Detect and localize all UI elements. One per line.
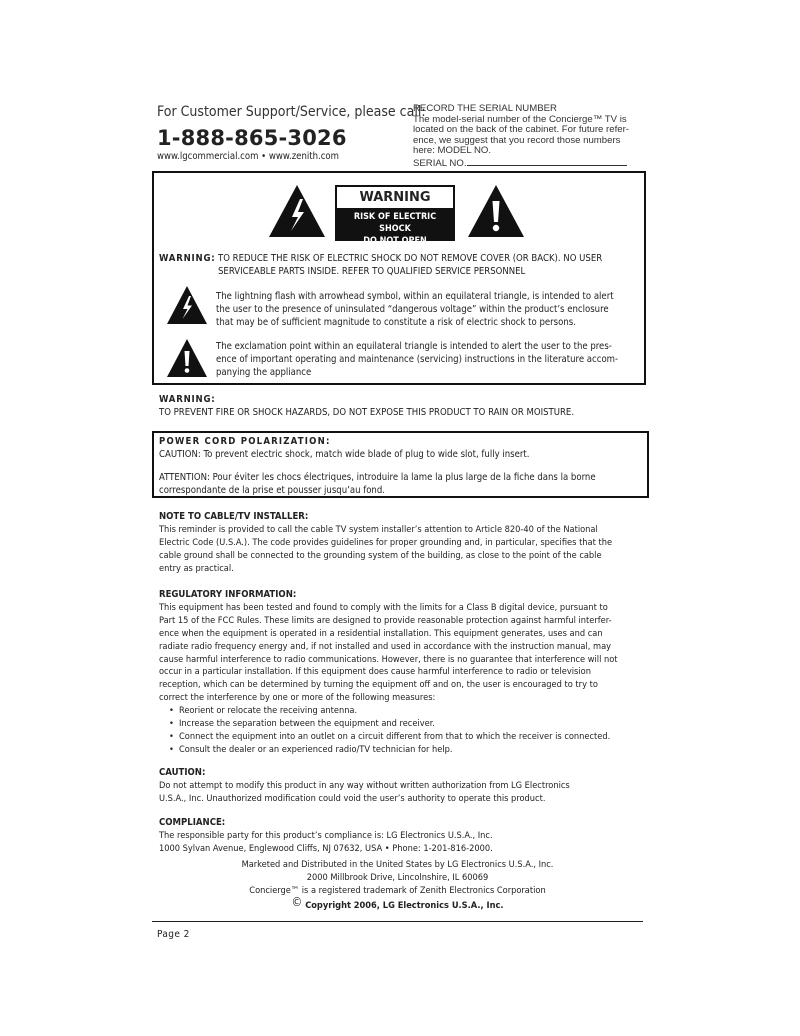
distribution-info (152, 859, 643, 913)
copyright-symbol: © (291, 894, 303, 909)
cable-note-line: This reminder is provided to call the cable TV system installer’s attention to Article 820-40 of the National (159, 523, 598, 535)
regulatory-line: reception, which can be determined by turning the equipment off and on, the user is encouraged to try to (159, 679, 598, 691)
exclamation-explanation-line: ence of important operating and maintenance (servicing) instructions in the literature accom- (216, 354, 619, 365)
modification-caution (159, 767, 643, 806)
compliance-line-1: The responsible party for this product’s compliance is: LG Electronics U.S.A., Inc. (159, 829, 493, 841)
support-phone-number: 1-888-865-3026 (157, 126, 347, 150)
list-item: • Reorient or relocate the receiving antenna. (167, 705, 643, 718)
shock-warning-line-1: TO REDUCE THE RISK OF ELECTRIC SHOCK DO NOT REMOVE COVER (OR BACK). NO USER (218, 253, 603, 264)
regulatory-line: cause harmful interference to radio communications. However, there is no guarantee that interference will not (159, 653, 618, 665)
page-number: Page 2 (157, 929, 190, 940)
regulatory-line: ence when the equipment is operated in a residential installation. This equipment generates, uses and can (159, 627, 603, 639)
serial-line-1: RECORD THE SERIAL NUMBER (413, 103, 557, 114)
warning-label-subtitle (337, 208, 453, 246)
lightning-warning-icon (267, 183, 327, 239)
support-website-links: www.lgcommercial.com • www.zenith.com (157, 151, 339, 162)
footer-divider (152, 921, 643, 922)
regulatory-line: correct the interference by one or more of the following measures: (159, 692, 436, 704)
regulatory-head: REGULATORY INFORMATION: (159, 589, 297, 600)
lightning-explanation-line: The lightning flash with arrowhead symbol, within an equilateral triangle, is intended to alert (216, 291, 614, 302)
cable-installer-note (159, 511, 643, 576)
caution-line-2: U.S.A., Inc. Unauthorized modification could void the user’s authority to operate this product. (159, 792, 546, 804)
lightning-explanation-line: that may be of sufficient magnitude to constitute a risk of electric shock to persons. (216, 317, 576, 328)
shock-warning-statement (159, 252, 639, 278)
exclamation-warning-icon (466, 183, 526, 239)
exclamation-small-icon (166, 338, 208, 378)
cable-note-line: entry as practical. (159, 562, 234, 574)
trademark-line: Concierge™ is a registered trademark of Zenith Electronics Corporation (249, 884, 546, 896)
serial-line-5: here: MODEL NO. (413, 145, 492, 157)
polarization-attention-line-2: correspondante de la prise et pousser jusqu’au fond. (159, 485, 385, 496)
lightning-symbol-explanation (216, 290, 644, 329)
support-label: For Customer Support/Service, please call: (157, 104, 426, 120)
regulatory-line: This equipment has been tested and found to comply with the limits for a Class B digital device, pursuant to (159, 601, 608, 613)
regulatory-information (159, 589, 643, 757)
warning-label-line-2: DO NOT OPEN (363, 236, 427, 246)
compliance-section (159, 817, 643, 856)
list-item: • Increase the separation between the equipment and receiver. (167, 718, 643, 731)
warning-label-title: WARNING (359, 190, 431, 205)
compliance-line-2: 1000 Sylvan Avenue, Englewood Cliffs, NJ 07632, USA • Phone: 1-201-816-2000. (159, 842, 493, 854)
exclamation-symbol-explanation (216, 340, 644, 379)
fire-warning-section (159, 393, 639, 419)
regulatory-line: radiate radio frequency energy and, if not installed and used in accordance with the instruction manual, may (159, 640, 612, 652)
fire-warning-head: WARNING: (159, 394, 216, 405)
polarization-head: POWER CORD POLARIZATION: (159, 436, 331, 447)
cable-note-line: Electric Code (U.S.A.). The code provides guidelines for proper grounding and, in particular, specifies that the (159, 536, 613, 548)
list-item: • Connect the equipment into an outlet on a circuit different from that to which the receiver is connected. (167, 731, 643, 744)
warning-label-line-1: RISK OF ELECTRIC SHOCK (353, 212, 437, 234)
shock-warning-head: WARNING: (159, 253, 216, 264)
polarization-caution: CAUTION: To prevent electric shock, match wide blade of plug to wide slot, fully insert. (159, 449, 530, 460)
serial-number-record (413, 104, 653, 170)
regulatory-line: Part 15 of the FCC Rules. These limits are designed to provide reasonable protection against harmful interfer- (159, 614, 612, 626)
marketed-by-line: Marketed and Distributed in the United States by LG Electronics U.S.A., Inc. (241, 859, 554, 870)
serial-line-2: The model-serial number of the Concierge™ TV is (413, 113, 627, 125)
regulatory-line: occur in a particular installation. If this equipment does cause harmful interference to radio or television (159, 666, 591, 678)
serial-line-3: located on the back of the cabinet. For future refer- (413, 124, 629, 136)
copyright-line (152, 894, 643, 913)
lightning-small-icon (166, 285, 208, 325)
copyright-text: Copyright 2006, LG Electronics U.S.A., Inc. (305, 899, 504, 911)
power-cord-polarization-text (159, 435, 643, 497)
exclamation-explanation-line: panying the appliance (216, 367, 312, 378)
address-line: 2000 Millbrook Drive, Lincolnshire, IL 60069 (306, 871, 489, 883)
serial-no-label: SERIAL NO. (413, 157, 467, 169)
interference-measures-list (167, 705, 643, 757)
cable-note-line: cable ground shall be connected to the grounding system of the building, as close to the point of the cable (159, 549, 602, 561)
cable-note-head: NOTE TO CABLE/TV INSTALLER: (159, 511, 309, 522)
list-item: • Consult the dealer or an experienced radio/TV technician for help. (167, 744, 643, 757)
warning-label-plate (335, 185, 455, 246)
serial-line-6 (413, 157, 653, 170)
polarization-attention-line-1: ATTENTION: Pour éviter les chocs électriques, introduire la lame la plus large de la fiche dans la borne (159, 472, 596, 483)
compliance-head: COMPLIANCE: (159, 817, 226, 828)
exclamation-explanation-line: The exclamation point within an equilateral triangle is intended to alert the user to the pres- (216, 341, 612, 352)
serial-line-4: ence, we suggest that you record those numbers (413, 134, 621, 146)
caution-line-1: Do not attempt to modify this product in any way without written authorization from LG Electronics (159, 779, 570, 791)
lightning-explanation-line: the user to the presence of uninsulated “dangerous voltage” within the product’s enclosure (216, 304, 609, 315)
shock-warning-line-2: SERVICEABLE PARTS INSIDE. REFER TO QUALIFIED SERVICE PERSONNEL (218, 266, 526, 277)
fire-warning-text: TO PREVENT FIRE OR SHOCK HAZARDS, DO NOT EXPOSE THIS PRODUCT TO RAIN OR MOISTURE. (159, 407, 575, 418)
serial-no-blank (467, 157, 627, 166)
caution-head: CAUTION: (159, 767, 206, 778)
